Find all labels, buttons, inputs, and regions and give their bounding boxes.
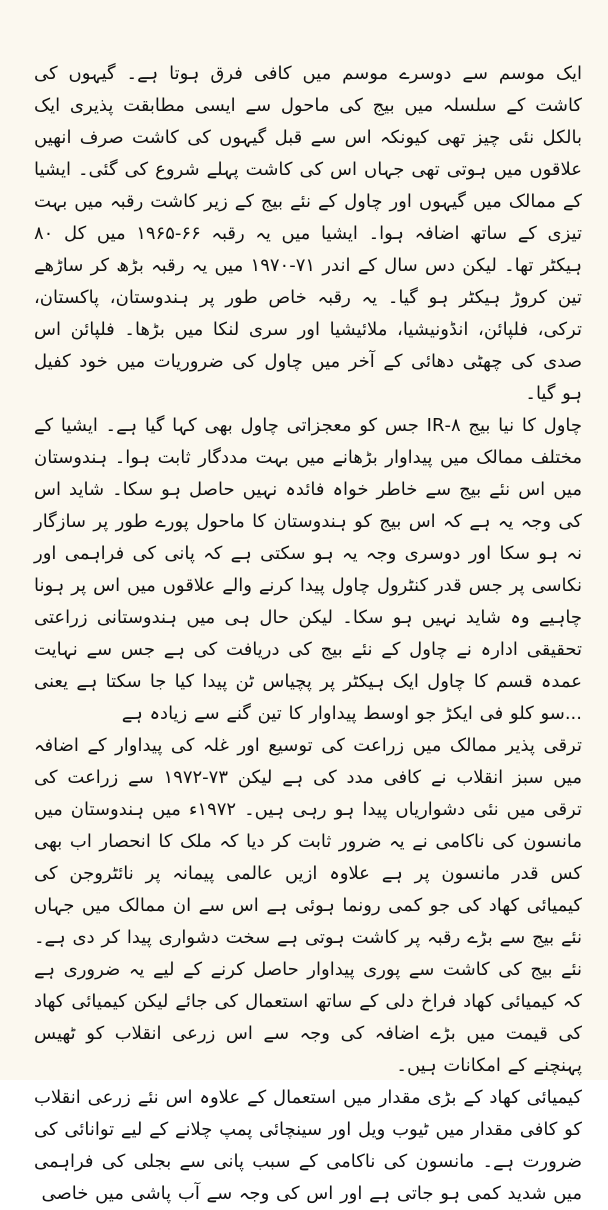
paragraph-4: کیمیائی کھاد کے بڑی مقدار میں استعمال کے علاوہ اس نئے زرعی انقلاب کو کافی مقدار میں ٹیوب ویل اور سینچائی پمپ چلانے کے لیے توانائی کی ضرورت ہے۔ مانسون کی ناکامی کے سبب پانی سے بجلی کی فراہمی میں شدید کمی ہو جاتی ہے اور اس کی وجہ سے آب پاشی میں خاصی xyxy=(34,1087,582,1204)
paragraph-3: ترقی پذیر ممالک میں زراعت کی توسیع اور غلہ کی پیداوار کے اضافہ میں سبز انقلاب نے کافی مدد کی ہے لیکن ۷۳-۱۹۷۲ سے زراعت کی ترقی میں نئی دشواریاں پیدا ہو رہی ہیں۔ ۱۹۷۲ء میں ہندوستان میں مانسون کی ناکامی نے یہ ضرور ثابت کر دیا کہ ملک کا انحصار اب بھی کس قدر مانسون پر ہے علاوہ ازیں عالمی پیمانہ پر نائٹروجن کی کیمیائی کھاد کی جو کمی رونما ہوئی ہے اس سے ان ممالک میں جہاں نئے بیج سے بڑے رقبہ پر کاشت ہوتی ہے سخت دشواری پیدا کر دی ہے۔ نئے بیج کی کاشت سے پوری پیداوار حاصل کرنے کے لیے یہ ضروری ہے کہ کیمیائی کھاد فراخ دلی کے ساتھ استعمال کی جائے لیکن کیمیائی کھاد کی قیمت میں بڑے اضافہ کی وجہ سے اس زرعی انقلاب کو ٹھیس پہنچنے کے امکانات ہیں۔ xyxy=(34,735,582,1076)
paragraph-1: ایک موسم سے دوسرے موسم میں کافی فرق ہوتا ہے۔ گیہوں کی کاشت کے سلسلہ میں بیج کی ماحول سے ایسی مطابقت پذیری ایک بالکل نئی چیز تھی کیونکہ اس سے قبل گیہوں کی کاشت صرف انھیں علاقوں میں ہوتی تھی جہاں اس کی کاشت پہلے شروع کی گئی۔ ایشیا کے ممالک میں گیہوں اور چاول کے نئے بیج کے زیر کاشت رقبہ میں بہت تیزی کے ساتھ اضافہ ہوا۔ ایشیا میں یہ رقبہ ۶۶-۱۹۶۵ میں کل ۸۰ ہیکٹر تھا۔ لیکن دس سال کے اندر ۷۱-۱۹۷۰ میں یہ رقبہ بڑھ کر ساڑھے تین کروڑ ہیکٹر ہو گیا۔ یہ رقبہ خاص طور پر ہندوستان، پاکستان، ترکی، فلپائن، انڈونیشیا، ملائیشیا اور سری لنکا میں بڑھا۔ فلپائن اس صدی کی چھٹی دھائی کے آخر میں چاول کی ضروریات میں خود کفیل ہو گیا۔ xyxy=(34,63,582,404)
paragraph-2: چاول کا نیا بیج ۸-IR جس کو معجزاتی چاول بھی کہا گیا ہے۔ ایشیا کے مختلف ممالک میں پیداوار بڑھانے میں بہت مددگار ثابت ہوا۔ ہندوستان میں اس نئے بیج سے خاطر خواہ فائدہ نہیں حاصل ہو سکا۔ شاید اس کی وجہ یہ ہے کہ اس بیج کو ہندوستان کا ماحول پورے طور پر سازگار نہ ہو سکا اور دوسری وجہ یہ ہو سکتی ہے کہ پانی کی فراہمی اور نکاسی پر جس قدر کنٹرول چاول پیدا کرنے والے علاقوں میں اس پر ہونا چاہیے وہ شاید نہیں ہو سکا۔ لیکن حال ہی میں ہندوستانی زراعتی تحقیقی ادارہ نے چاول کے نئے بیج کی دریافت کی ہے جس سے نہایت عمدہ قسم کا چاول ایک ہیکٹر پر پچیاس ٹن پیدا کیا جا سکتا ہے یعنی ...سو کلو فی ایکڑ جو اوسط پیداوار کا تین گنے سے زیادہ ہے xyxy=(34,415,582,724)
page-text-body xyxy=(34,58,582,1210)
